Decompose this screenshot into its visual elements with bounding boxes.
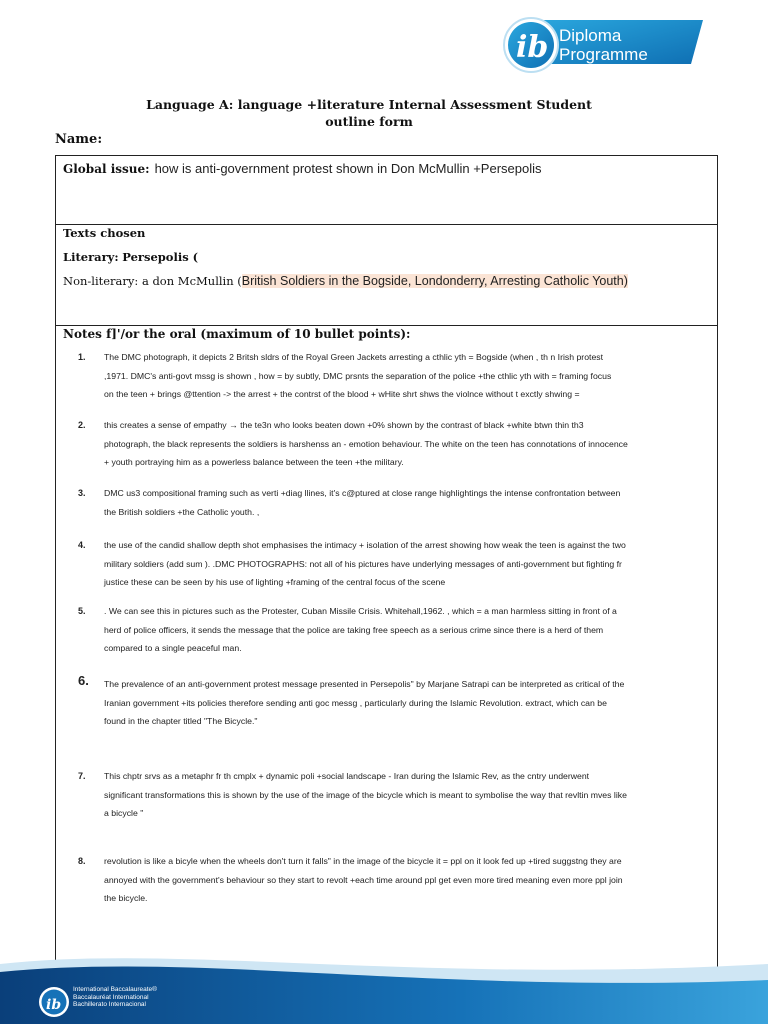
literary-row bbox=[63, 250, 628, 264]
note-text: This chptr srvs as a metaphr fr th cmplx + dynamic poli +social landscape - Iran during the Islamic Rev, as the cntry underwent significant transformations this is shown by the use of the image of the bicycle which is meant to symbolise the way that revltin mves like a bicycle " bbox=[104, 771, 627, 818]
note-text: revolution is like a bicyle when the wheels don't turn it falls" in the image of the bicycle it = ppl on it look fed up +tired suggstng they are annoyed with the government's behaviour so they start to revolt +each time around ppl get even more tired meaning even more ppl join the bicycle. bbox=[104, 856, 623, 903]
note-number: 5. bbox=[78, 606, 86, 616]
global-issue-row bbox=[63, 161, 542, 176]
note-number: 4. bbox=[78, 540, 86, 550]
note-text: The DMC photograph, it depicts 2 Britsh sldrs of the Royal Green Jackets arresting a cthlic yth = Bogside (when , th n Irish protest ,1971. DMC's anti-govt mssg is shown , how = by subtly, DMC prsnts the separation of the police +the cthlic yth with = framing focus on the teen + brings @ttention -> the arrest + the contrst of the blood + wHite shrt shws the violnce without t exctly shwing = bbox=[104, 352, 612, 399]
texts-chosen-section bbox=[63, 226, 628, 298]
global-issue-value: how is anti-government protest shown in Don McMullin +Persepolis bbox=[154, 161, 542, 176]
logo-line2: Programme bbox=[559, 45, 648, 64]
ibo-line3: Bachillerato Internacional bbox=[73, 1001, 146, 1008]
note-text: The prevalence of an anti-government protest message presented in Persepolis" by Marjane Satrapi can be interpreted as critical of the Iranian government +its policies therefore sending anti goc messg , particularly during the Islamic Revolution. extract, which can be found in the chapter titled "The Bicycle." bbox=[104, 679, 625, 726]
note-number: 8. bbox=[78, 856, 86, 866]
footer-wave bbox=[0, 924, 768, 1024]
note-number: 2. bbox=[78, 420, 86, 430]
outline-form bbox=[55, 155, 718, 1010]
ibo-wordmark bbox=[73, 986, 157, 1009]
note-number: 3. bbox=[78, 488, 86, 498]
global-issue-label: Global issue: bbox=[63, 162, 150, 176]
nonliterary-label: Non-literary: a don McMullin ( bbox=[63, 274, 242, 288]
ibo-line1: International Baccalaureate® bbox=[73, 986, 157, 993]
title-line2: outline form bbox=[325, 114, 413, 129]
title-line1: Language A: language +literature Internal Assessment Student bbox=[146, 97, 592, 112]
literary-label: Literary: bbox=[63, 250, 119, 264]
ib-diploma-logo bbox=[503, 14, 703, 76]
literary-value: Persepolis ( bbox=[122, 250, 199, 264]
note-text: DMC us3 compositional framing such as verti +diag llines, it's c@ptured at close range highlightings the intense confrontation between the British soldiers +the Catholic youth. , bbox=[104, 488, 621, 517]
ib-mark-text: ib bbox=[516, 30, 549, 65]
note-text: . We can see this in pictures such as the Protester, Cuban Missile Crisis. Whitehall,1962. , which = a man harmless sitting in front of a herd of police officers, it sends the message that the police are taking free speech as a serious crime since there is a herd of them compared to a single peaceful man. bbox=[104, 606, 617, 653]
footer-band bbox=[0, 924, 768, 1024]
footer-ib-mark: ib bbox=[46, 997, 62, 1013]
note-number: 7. bbox=[78, 771, 86, 781]
notes-heading: Notes f]'/or the oral (maximum of 10 bullet points): bbox=[63, 327, 411, 341]
nonliterary-value: British Soldiers in the Bogside, Londonderry, Arresting Catholic Youth) bbox=[241, 274, 628, 288]
row-divider bbox=[56, 325, 717, 326]
row-divider bbox=[56, 224, 717, 225]
texts-heading: Texts chosen bbox=[63, 226, 146, 240]
ibo-line2: Baccalauréat International bbox=[73, 993, 149, 1001]
name-label: Name: bbox=[55, 132, 103, 147]
page-title bbox=[0, 96, 738, 130]
note-text: this creates a sense of empathy → the te3n who looks beaten down +0% shown by the contrast of black +white btwn thin th3 photograph, the black represents the soldiers is harshenss an - emotion behaviour. The white on the teen has connotations of innocence + youth portraying him as a powerless balance between the teen +the military. bbox=[104, 420, 628, 467]
note-number: 6. bbox=[78, 673, 89, 688]
note-number: 1. bbox=[78, 352, 86, 362]
logo-line1: Diploma bbox=[559, 26, 622, 45]
note-text: the use of the candid shallow depth shot emphasises the intimacy + isolation of the arrest showing how weak the teen is against the two military soldiers (add sum ). .DMC PHOTOGRAPHS: not all of his pictures have underlying messages of anti-government but fighting fr justice these can be seen by his use of lighting +framing of the central focus of the scene bbox=[104, 540, 626, 587]
programme-label bbox=[559, 26, 648, 64]
nonliterary-row bbox=[63, 274, 628, 288]
